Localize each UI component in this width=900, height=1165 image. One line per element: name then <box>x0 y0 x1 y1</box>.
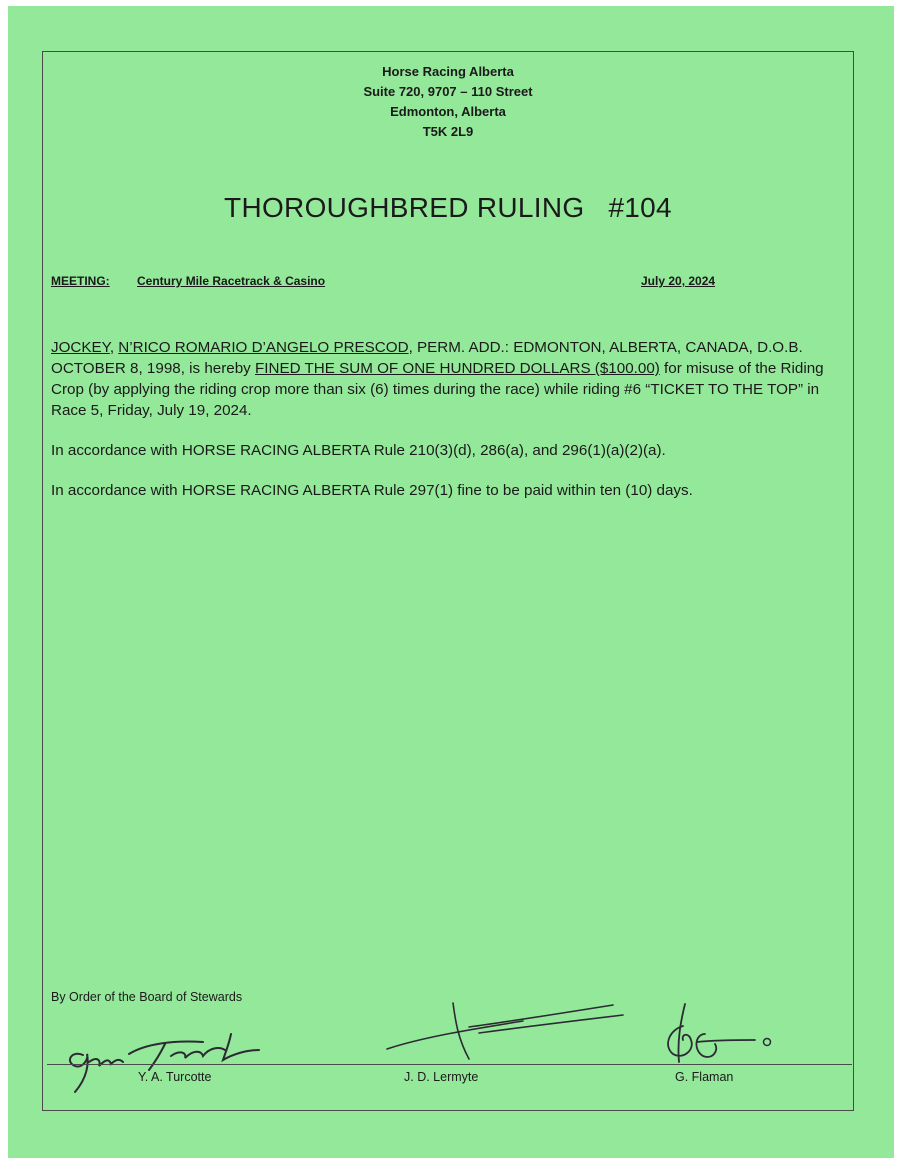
steward-name-1: Y. A. Turcotte <box>138 1070 212 1084</box>
ruling-text-a: , PERM. ADD.: EDMONTON, ALBERTA, CANADA, D.O.B. OCTOBER 8, 1998, is hereby <box>51 339 803 377</box>
meeting-label: MEETING: <box>51 274 110 288</box>
ruling-paragraph <box>51 337 841 421</box>
steward-name-2: J. D. Lermyte <box>404 1070 479 1084</box>
meeting-row <box>51 274 821 288</box>
meeting-venue: Century Mile Racetrack & Casino <box>137 274 326 288</box>
ruling-text-b: for misuse of the Riding Crop (by applying the riding crop more than six (6) times during the race) while riding #6 “TICKET TO THE TOP” in Race 5, Friday, July 19, 2024. <box>51 360 824 419</box>
signature-turcotte <box>53 1020 263 1100</box>
meeting-date: July 20, 2024 <box>641 274 716 288</box>
fine-amount: FINED THE SUM OF ONE HUNDRED DOLLARS ($100.00) <box>255 360 660 377</box>
ruling-body <box>51 337 841 520</box>
signature-lermyte <box>383 997 633 1077</box>
signature-line <box>47 1064 852 1065</box>
board-order: By Order of the Board of Stewards <box>51 990 243 1004</box>
ruling-role: JOCKEY <box>51 339 110 356</box>
jockey-name: N’RICO ROMARIO D’ANGELO PRESCOD <box>118 339 409 356</box>
signature-flaman <box>655 1000 795 1072</box>
document-page <box>8 6 894 1158</box>
document-frame <box>42 51 854 1111</box>
ruling-sep: , <box>109 339 119 356</box>
address-line: Suite 720, 9707 – 110 Street <box>363 84 533 99</box>
letterhead <box>43 62 853 142</box>
city-line: Edmonton, Alberta <box>390 104 506 119</box>
org-name: Horse Racing Alberta <box>382 64 514 79</box>
rule-reference-2: In accordance with HORSE RACING ALBERTA Rule 297(1) fine to be paid within ten (10) days. <box>51 482 693 499</box>
postal-code: T5K 2L9 <box>422 124 474 139</box>
ruling-title-text: THOROUGHBRED RULING <box>224 192 585 223</box>
ruling-number: #104 <box>608 192 672 223</box>
steward-name-3: G. Flaman <box>675 1070 734 1084</box>
rule-reference-1: In accordance with HORSE RACING ALBERTA Rule 210(3)(d), 286(a), and 296(1)(a)(2)(a). <box>51 442 666 459</box>
ruling-title <box>43 192 853 224</box>
